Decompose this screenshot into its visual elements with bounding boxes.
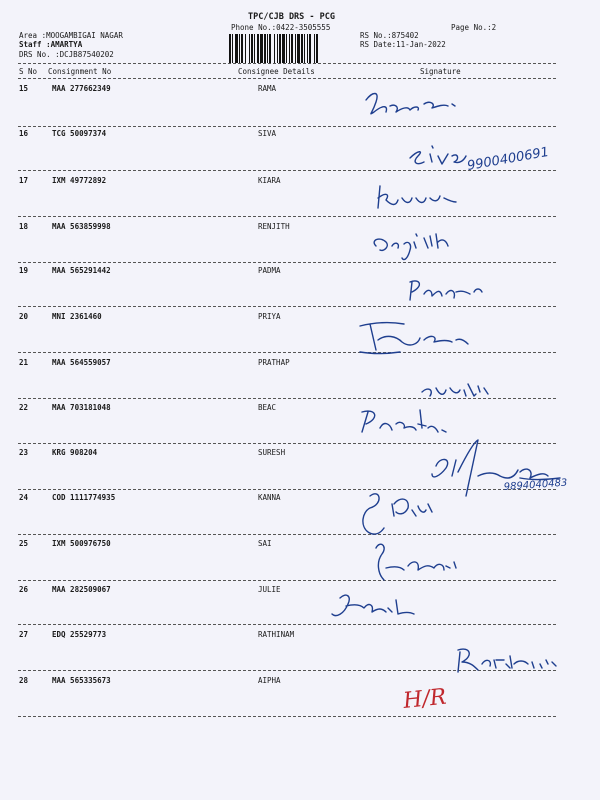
row-divider bbox=[18, 624, 556, 625]
barcode-bar bbox=[232, 34, 233, 63]
handwritten-note: H/R bbox=[402, 684, 448, 714]
drs-number: DRS No. :DCJB87540202 bbox=[19, 50, 114, 59]
barcode-bar bbox=[316, 34, 318, 63]
row-serial: 19 bbox=[19, 266, 29, 275]
barcode-bar bbox=[251, 34, 253, 63]
barcode-bar bbox=[289, 34, 290, 63]
barcode-bar bbox=[309, 34, 311, 63]
row-consignee: KIARA bbox=[258, 176, 281, 185]
row-consignee: KANNA bbox=[258, 493, 281, 502]
barcode-bar bbox=[304, 34, 305, 63]
row-serial: 26 bbox=[19, 585, 29, 594]
row-serial: 28 bbox=[19, 676, 29, 685]
column-sno: S No bbox=[19, 67, 38, 76]
row-consignment: MAA 703181048 bbox=[52, 403, 111, 412]
row-consignment: EDQ 25529773 bbox=[52, 630, 107, 639]
row-consignment: MNI 2361460 bbox=[52, 312, 102, 321]
barcode-bar bbox=[229, 34, 231, 63]
row-consignment: MAA 564559057 bbox=[52, 358, 111, 367]
row-serial: 20 bbox=[19, 312, 29, 321]
column-consignee: Consignee Details bbox=[238, 67, 315, 76]
barcode-bar bbox=[249, 34, 250, 63]
barcode-bar bbox=[264, 34, 266, 63]
barcode-bar bbox=[314, 34, 315, 63]
page-title: TPC/CJB DRS - PCG bbox=[248, 12, 335, 22]
row-consignment: MAA 563859998 bbox=[52, 222, 111, 231]
barcode-bar bbox=[282, 34, 285, 63]
barcode-bar bbox=[239, 34, 240, 63]
barcode-bar bbox=[279, 34, 281, 63]
row-serial: 16 bbox=[19, 129, 29, 138]
staff-label: Staff :AMARTYA bbox=[19, 40, 83, 49]
row-consignee: PADMA bbox=[258, 266, 281, 275]
row-serial: 25 bbox=[19, 539, 29, 548]
barcode-bar bbox=[245, 34, 246, 63]
row-consignee: SURESH bbox=[258, 448, 286, 457]
row-divider bbox=[18, 670, 556, 671]
row-consignment: MAA 565335673 bbox=[52, 676, 111, 685]
row-serial: 23 bbox=[19, 448, 29, 457]
row-consignment: MAA 282509067 bbox=[52, 585, 111, 594]
barcode-bar bbox=[286, 34, 287, 63]
row-divider bbox=[18, 580, 556, 581]
row-serial: 18 bbox=[19, 222, 29, 231]
row-consignee: PRATHAP bbox=[258, 358, 290, 367]
row-consignee: SIVA bbox=[258, 129, 277, 138]
rs-number: RS No.:875402 bbox=[360, 31, 419, 40]
barcode-bar bbox=[291, 34, 293, 63]
row-consignee: SAI bbox=[258, 539, 272, 548]
row-serial: 15 bbox=[19, 84, 29, 93]
row-divider bbox=[18, 126, 556, 127]
row-consignment: TCG 50097374 bbox=[52, 129, 107, 138]
barcode-bar bbox=[274, 34, 275, 63]
row-divider bbox=[18, 306, 556, 307]
barcode-bar bbox=[260, 34, 263, 63]
row-divider bbox=[18, 170, 556, 171]
row-consignee: BEAC bbox=[258, 403, 277, 412]
barcode-bar bbox=[254, 34, 255, 63]
row-consignee: RAMA bbox=[258, 84, 277, 93]
row-consignment: MAA 277662349 bbox=[52, 84, 111, 93]
header-divider-top bbox=[18, 63, 556, 64]
table-row bbox=[0, 586, 600, 632]
row-divider bbox=[18, 534, 556, 535]
barcode-image bbox=[228, 34, 356, 63]
row-divider bbox=[18, 398, 556, 399]
row-consignee: RATHINAM bbox=[258, 630, 295, 639]
rs-date: RS Date:11-Jan-2022 bbox=[360, 40, 446, 49]
row-consignment: COD 1111774935 bbox=[52, 493, 116, 502]
barcode-bar bbox=[295, 34, 296, 63]
row-serial: 22 bbox=[19, 403, 29, 412]
column-consignment: Consignment No bbox=[48, 67, 112, 76]
row-serial: 27 bbox=[19, 630, 29, 639]
row-divider bbox=[18, 262, 556, 263]
table-row bbox=[0, 85, 600, 131]
barcode-bar bbox=[277, 34, 278, 63]
page-number: Page No.:2 bbox=[451, 23, 497, 32]
row-consignment: MAA 565291442 bbox=[52, 266, 111, 275]
header-divider-bottom bbox=[18, 78, 556, 79]
barcode-bar bbox=[301, 34, 303, 63]
row-consignee: RENJITH bbox=[258, 222, 290, 231]
barcode-bar bbox=[241, 34, 243, 63]
row-consignment: IXM 500976750 bbox=[52, 539, 111, 548]
row-consignment: KRG 908204 bbox=[52, 448, 98, 457]
row-divider bbox=[18, 716, 556, 717]
handwritten-phone: 9894040483 bbox=[503, 477, 568, 493]
barcode-bar bbox=[257, 34, 259, 63]
row-consignee: AIPHA bbox=[258, 676, 281, 685]
row-consignment: IXM 49772892 bbox=[52, 176, 107, 185]
row-consignee: PRIYA bbox=[258, 312, 281, 321]
row-divider bbox=[18, 443, 556, 444]
row-divider bbox=[18, 489, 556, 490]
barcode-bar bbox=[235, 34, 238, 63]
row-serial: 21 bbox=[19, 358, 29, 367]
barcode-bar bbox=[307, 34, 308, 63]
row-serial: 17 bbox=[19, 176, 29, 185]
barcode-bar bbox=[267, 34, 268, 63]
barcode-bar bbox=[297, 34, 300, 63]
row-consignee: JULIE bbox=[258, 585, 281, 594]
column-signature: Signature bbox=[420, 67, 461, 76]
phone-number: Phone No.:0422-3505555 bbox=[231, 23, 331, 32]
barcode-bar bbox=[269, 34, 271, 63]
handwritten-phone: 9900400691 bbox=[466, 144, 551, 174]
row-divider bbox=[18, 352, 556, 353]
row-serial: 24 bbox=[19, 493, 29, 502]
row-divider bbox=[18, 216, 556, 217]
area-label: Area :MOOGAMBIGAI NAGAR bbox=[19, 31, 123, 40]
